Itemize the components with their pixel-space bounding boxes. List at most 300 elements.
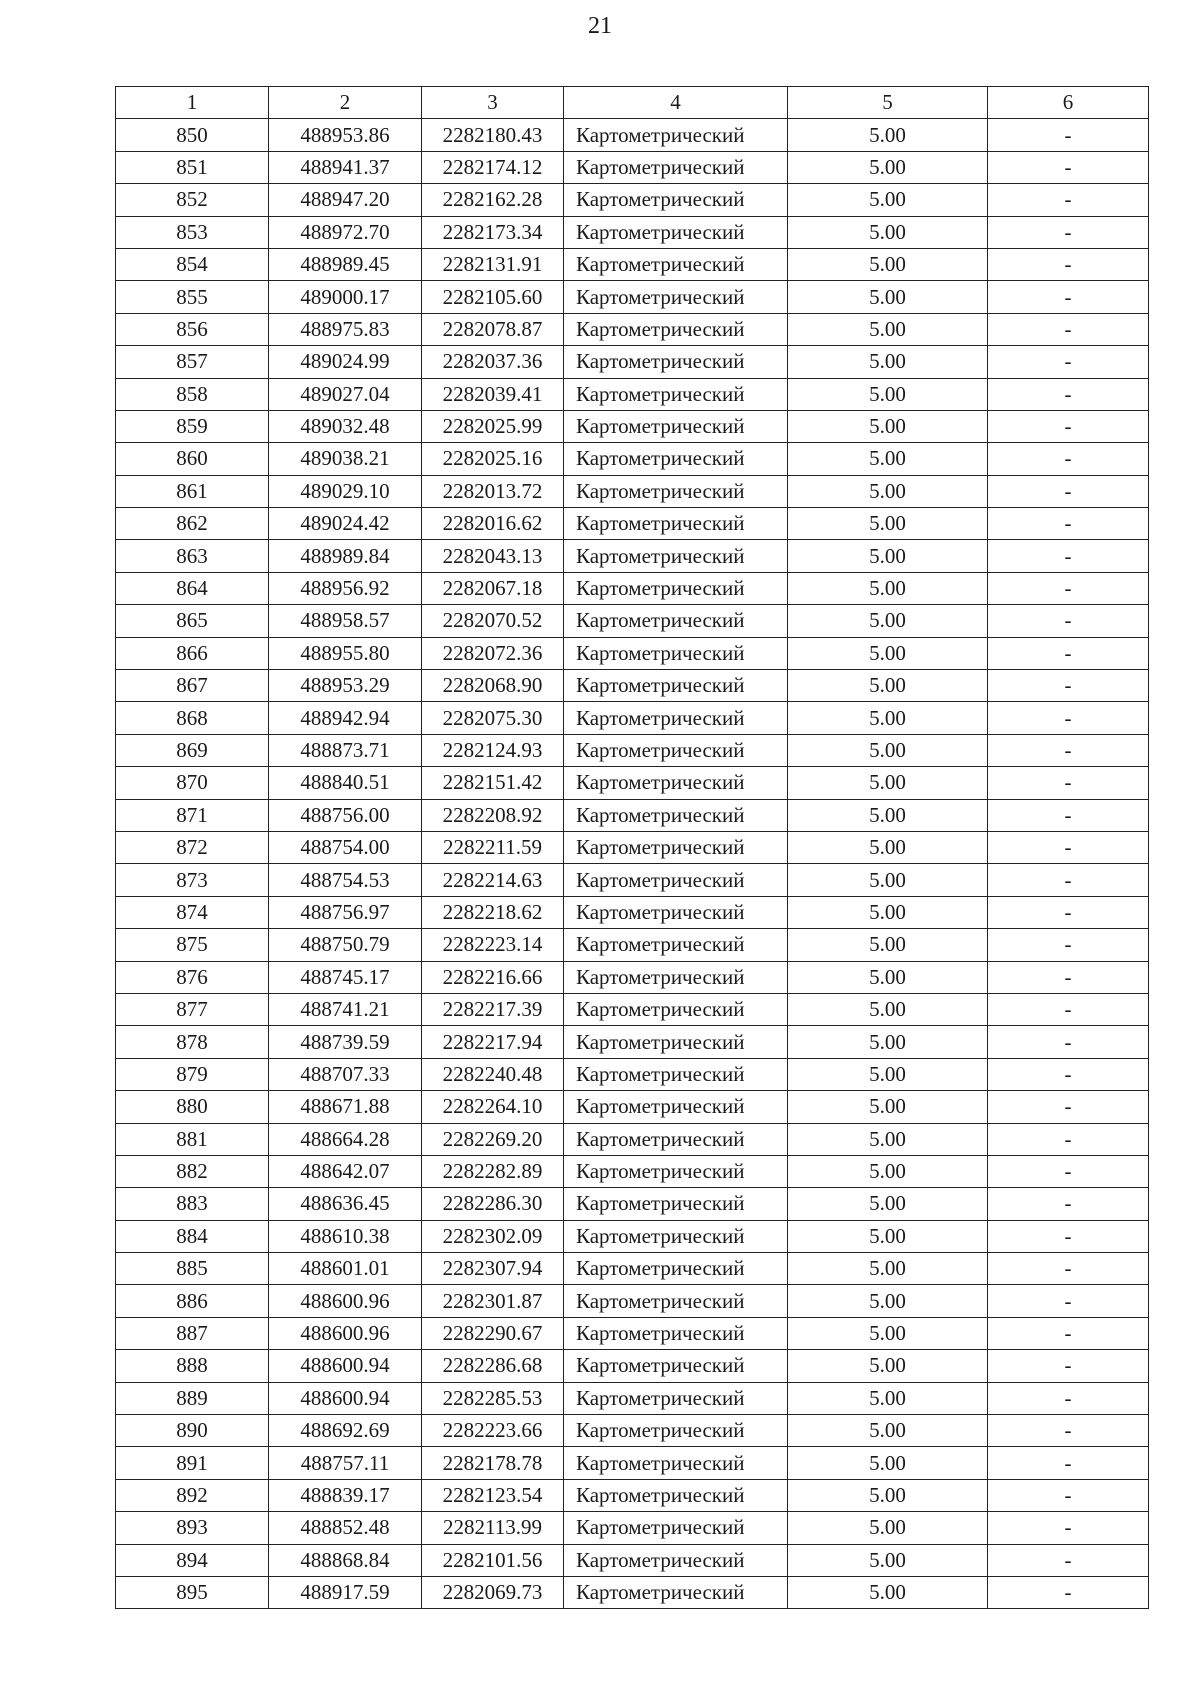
x-coordinate-cell: 488600.96 <box>269 1285 422 1317</box>
accuracy-cell: 5.00 <box>788 799 988 831</box>
note-cell: - <box>988 799 1149 831</box>
point-number-cell: 869 <box>116 734 269 766</box>
x-coordinate-cell: 488839.17 <box>269 1479 422 1511</box>
table-row <box>116 831 1149 863</box>
y-coordinate-cell: 2282240.48 <box>422 1058 564 1090</box>
table-row <box>116 896 1149 928</box>
y-coordinate-cell: 2282016.62 <box>422 508 564 540</box>
y-coordinate-cell: 2282285.53 <box>422 1382 564 1414</box>
table-row <box>116 1479 1149 1511</box>
accuracy-cell: 5.00 <box>788 216 988 248</box>
header-cell: 5 <box>788 87 988 119</box>
y-coordinate-cell: 2282069.73 <box>422 1576 564 1608</box>
point-number-cell: 893 <box>116 1512 269 1544</box>
accuracy-cell: 5.00 <box>788 961 988 993</box>
note-cell: - <box>988 1512 1149 1544</box>
note-cell: - <box>988 961 1149 993</box>
x-coordinate-cell: 488757.11 <box>269 1447 422 1479</box>
table-row <box>116 605 1149 637</box>
y-coordinate-cell: 2282039.41 <box>422 378 564 410</box>
note-cell: - <box>988 1415 1149 1447</box>
point-number-cell: 879 <box>116 1058 269 1090</box>
x-coordinate-cell: 488989.45 <box>269 248 422 280</box>
point-number-cell: 859 <box>116 410 269 442</box>
coordinates-table <box>115 86 1149 1609</box>
y-coordinate-cell: 2282025.99 <box>422 410 564 442</box>
method-cell: Картометрический <box>564 929 788 961</box>
note-cell: - <box>988 313 1149 345</box>
y-coordinate-cell: 2282214.63 <box>422 864 564 896</box>
point-number-cell: 852 <box>116 184 269 216</box>
accuracy-cell: 5.00 <box>788 1285 988 1317</box>
note-cell: - <box>988 1285 1149 1317</box>
point-number-cell: 874 <box>116 896 269 928</box>
method-cell: Картометрический <box>564 313 788 345</box>
x-coordinate-cell: 488942.94 <box>269 702 422 734</box>
table-row <box>116 1544 1149 1576</box>
table-row <box>116 313 1149 345</box>
y-coordinate-cell: 2282302.09 <box>422 1220 564 1252</box>
accuracy-cell: 5.00 <box>788 1317 988 1349</box>
accuracy-cell: 5.00 <box>788 572 988 604</box>
y-coordinate-cell: 2282162.28 <box>422 184 564 216</box>
accuracy-cell: 5.00 <box>788 1447 988 1479</box>
note-cell: - <box>988 151 1149 183</box>
method-cell: Картометрический <box>564 151 788 183</box>
y-coordinate-cell: 2282174.12 <box>422 151 564 183</box>
method-cell: Картометрический <box>564 605 788 637</box>
x-coordinate-cell: 488692.69 <box>269 1415 422 1447</box>
point-number-cell: 891 <box>116 1447 269 1479</box>
method-cell: Картометрический <box>564 1317 788 1349</box>
note-cell: - <box>988 1253 1149 1285</box>
table-row <box>116 929 1149 961</box>
point-number-cell: 857 <box>116 346 269 378</box>
accuracy-cell: 5.00 <box>788 281 988 313</box>
table-row <box>116 1155 1149 1187</box>
point-number-cell: 858 <box>116 378 269 410</box>
note-cell: - <box>988 767 1149 799</box>
point-number-cell: 886 <box>116 1285 269 1317</box>
x-coordinate-cell: 488754.00 <box>269 831 422 863</box>
y-coordinate-cell: 2282124.93 <box>422 734 564 766</box>
point-number-cell: 861 <box>116 475 269 507</box>
y-coordinate-cell: 2282072.36 <box>422 637 564 669</box>
y-coordinate-cell: 2282037.36 <box>422 346 564 378</box>
method-cell: Картометрический <box>564 767 788 799</box>
accuracy-cell: 5.00 <box>788 540 988 572</box>
table-row <box>116 670 1149 702</box>
point-number-cell: 889 <box>116 1382 269 1414</box>
method-cell: Картометрический <box>564 831 788 863</box>
accuracy-cell: 5.00 <box>788 1091 988 1123</box>
x-coordinate-cell: 489027.04 <box>269 378 422 410</box>
method-cell: Картометрический <box>564 378 788 410</box>
accuracy-cell: 5.00 <box>788 1350 988 1382</box>
point-number-cell: 850 <box>116 119 269 151</box>
y-coordinate-cell: 2282282.89 <box>422 1155 564 1187</box>
header-row <box>116 87 1149 119</box>
method-cell: Картометрический <box>564 799 788 831</box>
note-cell: - <box>988 605 1149 637</box>
method-cell: Картометрический <box>564 1253 788 1285</box>
note-cell: - <box>988 1026 1149 1058</box>
note-cell: - <box>988 1155 1149 1187</box>
table-row <box>116 864 1149 896</box>
method-cell: Картометрический <box>564 443 788 475</box>
note-cell: - <box>988 1447 1149 1479</box>
table-row <box>116 1447 1149 1479</box>
table-row <box>116 1382 1149 1414</box>
note-cell: - <box>988 896 1149 928</box>
table-row <box>116 281 1149 313</box>
table-row <box>116 734 1149 766</box>
point-number-cell: 895 <box>116 1576 269 1608</box>
method-cell: Картометрический <box>564 248 788 280</box>
note-cell: - <box>988 702 1149 734</box>
x-coordinate-cell: 488707.33 <box>269 1058 422 1090</box>
table-row <box>116 767 1149 799</box>
method-cell: Картометрический <box>564 864 788 896</box>
note-cell: - <box>988 346 1149 378</box>
x-coordinate-cell: 488840.51 <box>269 767 422 799</box>
accuracy-cell: 5.00 <box>788 475 988 507</box>
y-coordinate-cell: 2282113.99 <box>422 1512 564 1544</box>
point-number-cell: 877 <box>116 993 269 1025</box>
note-cell: - <box>988 637 1149 669</box>
method-cell: Картометрический <box>564 1188 788 1220</box>
point-number-cell: 887 <box>116 1317 269 1349</box>
note-cell: - <box>988 281 1149 313</box>
table-row <box>116 1123 1149 1155</box>
table-row <box>116 475 1149 507</box>
method-cell: Картометрический <box>564 1512 788 1544</box>
y-coordinate-cell: 2282178.78 <box>422 1447 564 1479</box>
note-cell: - <box>988 410 1149 442</box>
table-row <box>116 1576 1149 1608</box>
table-row <box>116 799 1149 831</box>
y-coordinate-cell: 2282264.10 <box>422 1091 564 1123</box>
y-coordinate-cell: 2282217.94 <box>422 1026 564 1058</box>
accuracy-cell: 5.00 <box>788 1382 988 1414</box>
accuracy-cell: 5.00 <box>788 1253 988 1285</box>
header-cell: 2 <box>269 87 422 119</box>
table-row <box>116 993 1149 1025</box>
y-coordinate-cell: 2282075.30 <box>422 702 564 734</box>
note-cell: - <box>988 508 1149 540</box>
method-cell: Картометрический <box>564 1350 788 1382</box>
accuracy-cell: 5.00 <box>788 864 988 896</box>
table-row <box>116 637 1149 669</box>
note-cell: - <box>988 378 1149 410</box>
point-number-cell: 860 <box>116 443 269 475</box>
accuracy-cell: 5.00 <box>788 993 988 1025</box>
method-cell: Картометрический <box>564 1576 788 1608</box>
note-cell: - <box>988 1188 1149 1220</box>
table-body <box>116 119 1149 1609</box>
accuracy-cell: 5.00 <box>788 378 988 410</box>
method-cell: Картометрический <box>564 670 788 702</box>
note-cell: - <box>988 475 1149 507</box>
y-coordinate-cell: 2282216.66 <box>422 961 564 993</box>
table-header <box>116 87 1149 119</box>
x-coordinate-cell: 488600.96 <box>269 1317 422 1349</box>
method-cell: Картометрический <box>564 346 788 378</box>
table-row <box>116 443 1149 475</box>
table-row <box>116 540 1149 572</box>
y-coordinate-cell: 2282013.72 <box>422 475 564 507</box>
x-coordinate-cell: 488873.71 <box>269 734 422 766</box>
x-coordinate-cell: 489024.42 <box>269 508 422 540</box>
x-coordinate-cell: 489032.48 <box>269 410 422 442</box>
note-cell: - <box>988 1220 1149 1252</box>
note-cell: - <box>988 119 1149 151</box>
point-number-cell: 870 <box>116 767 269 799</box>
y-coordinate-cell: 2282180.43 <box>422 119 564 151</box>
x-coordinate-cell: 488671.88 <box>269 1091 422 1123</box>
note-cell: - <box>988 929 1149 961</box>
accuracy-cell: 5.00 <box>788 1220 988 1252</box>
y-coordinate-cell: 2282218.62 <box>422 896 564 928</box>
y-coordinate-cell: 2282068.90 <box>422 670 564 702</box>
accuracy-cell: 5.00 <box>788 605 988 637</box>
method-cell: Картометрический <box>564 1026 788 1058</box>
table-row <box>116 1058 1149 1090</box>
method-cell: Картометрический <box>564 1091 788 1123</box>
accuracy-cell: 5.00 <box>788 313 988 345</box>
note-cell: - <box>988 1317 1149 1349</box>
table-row <box>116 1415 1149 1447</box>
x-coordinate-cell: 489024.99 <box>269 346 422 378</box>
method-cell: Картометрический <box>564 508 788 540</box>
x-coordinate-cell: 488610.38 <box>269 1220 422 1252</box>
y-coordinate-cell: 2282290.67 <box>422 1317 564 1349</box>
point-number-cell: 854 <box>116 248 269 280</box>
table-row <box>116 1091 1149 1123</box>
table-row <box>116 184 1149 216</box>
x-coordinate-cell: 488600.94 <box>269 1382 422 1414</box>
x-coordinate-cell: 488745.17 <box>269 961 422 993</box>
note-cell: - <box>988 540 1149 572</box>
method-cell: Картометрический <box>564 993 788 1025</box>
page-number: 21 <box>588 13 612 39</box>
x-coordinate-cell: 488989.84 <box>269 540 422 572</box>
point-number-cell: 868 <box>116 702 269 734</box>
point-number-cell: 882 <box>116 1155 269 1187</box>
accuracy-cell: 5.00 <box>788 670 988 702</box>
note-cell: - <box>988 1350 1149 1382</box>
method-cell: Картометрический <box>564 1544 788 1576</box>
x-coordinate-cell: 488739.59 <box>269 1026 422 1058</box>
table-row <box>116 1285 1149 1317</box>
point-number-cell: 851 <box>116 151 269 183</box>
table-row <box>116 508 1149 540</box>
point-number-cell: 890 <box>116 1415 269 1447</box>
note-cell: - <box>988 1382 1149 1414</box>
x-coordinate-cell: 489029.10 <box>269 475 422 507</box>
point-number-cell: 872 <box>116 831 269 863</box>
method-cell: Картометрический <box>564 1479 788 1511</box>
method-cell: Картометрический <box>564 1415 788 1447</box>
method-cell: Картометрический <box>564 184 788 216</box>
note-cell: - <box>988 184 1149 216</box>
x-coordinate-cell: 488754.53 <box>269 864 422 896</box>
x-coordinate-cell: 488955.80 <box>269 637 422 669</box>
point-number-cell: 853 <box>116 216 269 248</box>
method-cell: Картометрический <box>564 1123 788 1155</box>
note-cell: - <box>988 734 1149 766</box>
method-cell: Картометрический <box>564 1285 788 1317</box>
x-coordinate-cell: 488958.57 <box>269 605 422 637</box>
header-cell: 6 <box>988 87 1149 119</box>
note-cell: - <box>988 1479 1149 1511</box>
accuracy-cell: 5.00 <box>788 1058 988 1090</box>
x-coordinate-cell: 488956.92 <box>269 572 422 604</box>
x-coordinate-cell: 488953.29 <box>269 670 422 702</box>
note-cell: - <box>988 831 1149 863</box>
accuracy-cell: 5.00 <box>788 1188 988 1220</box>
accuracy-cell: 5.00 <box>788 637 988 669</box>
note-cell: - <box>988 864 1149 896</box>
method-cell: Картометрический <box>564 734 788 766</box>
point-number-cell: 881 <box>116 1123 269 1155</box>
table-row <box>116 119 1149 151</box>
table-row <box>116 1253 1149 1285</box>
point-number-cell: 866 <box>116 637 269 669</box>
accuracy-cell: 5.00 <box>788 1479 988 1511</box>
point-number-cell: 892 <box>116 1479 269 1511</box>
accuracy-cell: 5.00 <box>788 410 988 442</box>
point-number-cell: 876 <box>116 961 269 993</box>
accuracy-cell: 5.00 <box>788 1512 988 1544</box>
x-coordinate-cell: 489000.17 <box>269 281 422 313</box>
point-number-cell: 856 <box>116 313 269 345</box>
y-coordinate-cell: 2282025.16 <box>422 443 564 475</box>
point-number-cell: 888 <box>116 1350 269 1382</box>
y-coordinate-cell: 2282070.52 <box>422 605 564 637</box>
x-coordinate-cell: 488852.48 <box>269 1512 422 1544</box>
point-number-cell: 855 <box>116 281 269 313</box>
note-cell: - <box>988 1091 1149 1123</box>
table-row <box>116 1026 1149 1058</box>
header-cell: 4 <box>564 87 788 119</box>
y-coordinate-cell: 2282286.30 <box>422 1188 564 1220</box>
x-coordinate-cell: 488636.45 <box>269 1188 422 1220</box>
method-cell: Картометрический <box>564 572 788 604</box>
y-coordinate-cell: 2282101.56 <box>422 1544 564 1576</box>
table-row <box>116 410 1149 442</box>
note-cell: - <box>988 1544 1149 1576</box>
y-coordinate-cell: 2282269.20 <box>422 1123 564 1155</box>
table-row <box>116 1188 1149 1220</box>
accuracy-cell: 5.00 <box>788 929 988 961</box>
note-cell: - <box>988 443 1149 475</box>
x-coordinate-cell: 488600.94 <box>269 1350 422 1382</box>
x-coordinate-cell: 488917.59 <box>269 1576 422 1608</box>
y-coordinate-cell: 2282211.59 <box>422 831 564 863</box>
accuracy-cell: 5.00 <box>788 1155 988 1187</box>
table-row <box>116 248 1149 280</box>
point-number-cell: 865 <box>116 605 269 637</box>
y-coordinate-cell: 2282223.14 <box>422 929 564 961</box>
method-cell: Картометрический <box>564 1058 788 1090</box>
header-cell: 1 <box>116 87 269 119</box>
table-row <box>116 1317 1149 1349</box>
accuracy-cell: 5.00 <box>788 1544 988 1576</box>
x-coordinate-cell: 488756.00 <box>269 799 422 831</box>
x-coordinate-cell: 488953.86 <box>269 119 422 151</box>
point-number-cell: 885 <box>116 1253 269 1285</box>
note-cell: - <box>988 248 1149 280</box>
table-row <box>116 572 1149 604</box>
y-coordinate-cell: 2282307.94 <box>422 1253 564 1285</box>
y-coordinate-cell: 2282067.18 <box>422 572 564 604</box>
accuracy-cell: 5.00 <box>788 767 988 799</box>
header-cell: 3 <box>422 87 564 119</box>
x-coordinate-cell: 488941.37 <box>269 151 422 183</box>
accuracy-cell: 5.00 <box>788 1576 988 1608</box>
method-cell: Картометрический <box>564 1447 788 1479</box>
accuracy-cell: 5.00 <box>788 734 988 766</box>
x-coordinate-cell: 488756.97 <box>269 896 422 928</box>
y-coordinate-cell: 2282105.60 <box>422 281 564 313</box>
point-number-cell: 894 <box>116 1544 269 1576</box>
accuracy-cell: 5.00 <box>788 184 988 216</box>
method-cell: Картометрический <box>564 702 788 734</box>
note-cell: - <box>988 993 1149 1025</box>
accuracy-cell: 5.00 <box>788 831 988 863</box>
y-coordinate-cell: 2282131.91 <box>422 248 564 280</box>
x-coordinate-cell: 488642.07 <box>269 1155 422 1187</box>
accuracy-cell: 5.00 <box>788 896 988 928</box>
y-coordinate-cell: 2282208.92 <box>422 799 564 831</box>
x-coordinate-cell: 488975.83 <box>269 313 422 345</box>
point-number-cell: 867 <box>116 670 269 702</box>
x-coordinate-cell: 488868.84 <box>269 1544 422 1576</box>
note-cell: - <box>988 216 1149 248</box>
point-number-cell: 883 <box>116 1188 269 1220</box>
method-cell: Картометрический <box>564 540 788 572</box>
point-number-cell: 863 <box>116 540 269 572</box>
x-coordinate-cell: 488972.70 <box>269 216 422 248</box>
method-cell: Картометрический <box>564 961 788 993</box>
table-row <box>116 151 1149 183</box>
accuracy-cell: 5.00 <box>788 346 988 378</box>
point-number-cell: 873 <box>116 864 269 896</box>
y-coordinate-cell: 2282223.66 <box>422 1415 564 1447</box>
y-coordinate-cell: 2282078.87 <box>422 313 564 345</box>
accuracy-cell: 5.00 <box>788 151 988 183</box>
table-row <box>116 1350 1149 1382</box>
method-cell: Картометрический <box>564 1155 788 1187</box>
accuracy-cell: 5.00 <box>788 1123 988 1155</box>
x-coordinate-cell: 488741.21 <box>269 993 422 1025</box>
y-coordinate-cell: 2282301.87 <box>422 1285 564 1317</box>
table-row <box>116 346 1149 378</box>
method-cell: Картометрический <box>564 896 788 928</box>
point-number-cell: 864 <box>116 572 269 604</box>
point-number-cell: 862 <box>116 508 269 540</box>
accuracy-cell: 5.00 <box>788 702 988 734</box>
x-coordinate-cell: 488750.79 <box>269 929 422 961</box>
point-number-cell: 875 <box>116 929 269 961</box>
x-coordinate-cell: 488601.01 <box>269 1253 422 1285</box>
note-cell: - <box>988 670 1149 702</box>
note-cell: - <box>988 1576 1149 1608</box>
y-coordinate-cell: 2282173.34 <box>422 216 564 248</box>
table-row <box>116 1512 1149 1544</box>
method-cell: Картометрический <box>564 637 788 669</box>
